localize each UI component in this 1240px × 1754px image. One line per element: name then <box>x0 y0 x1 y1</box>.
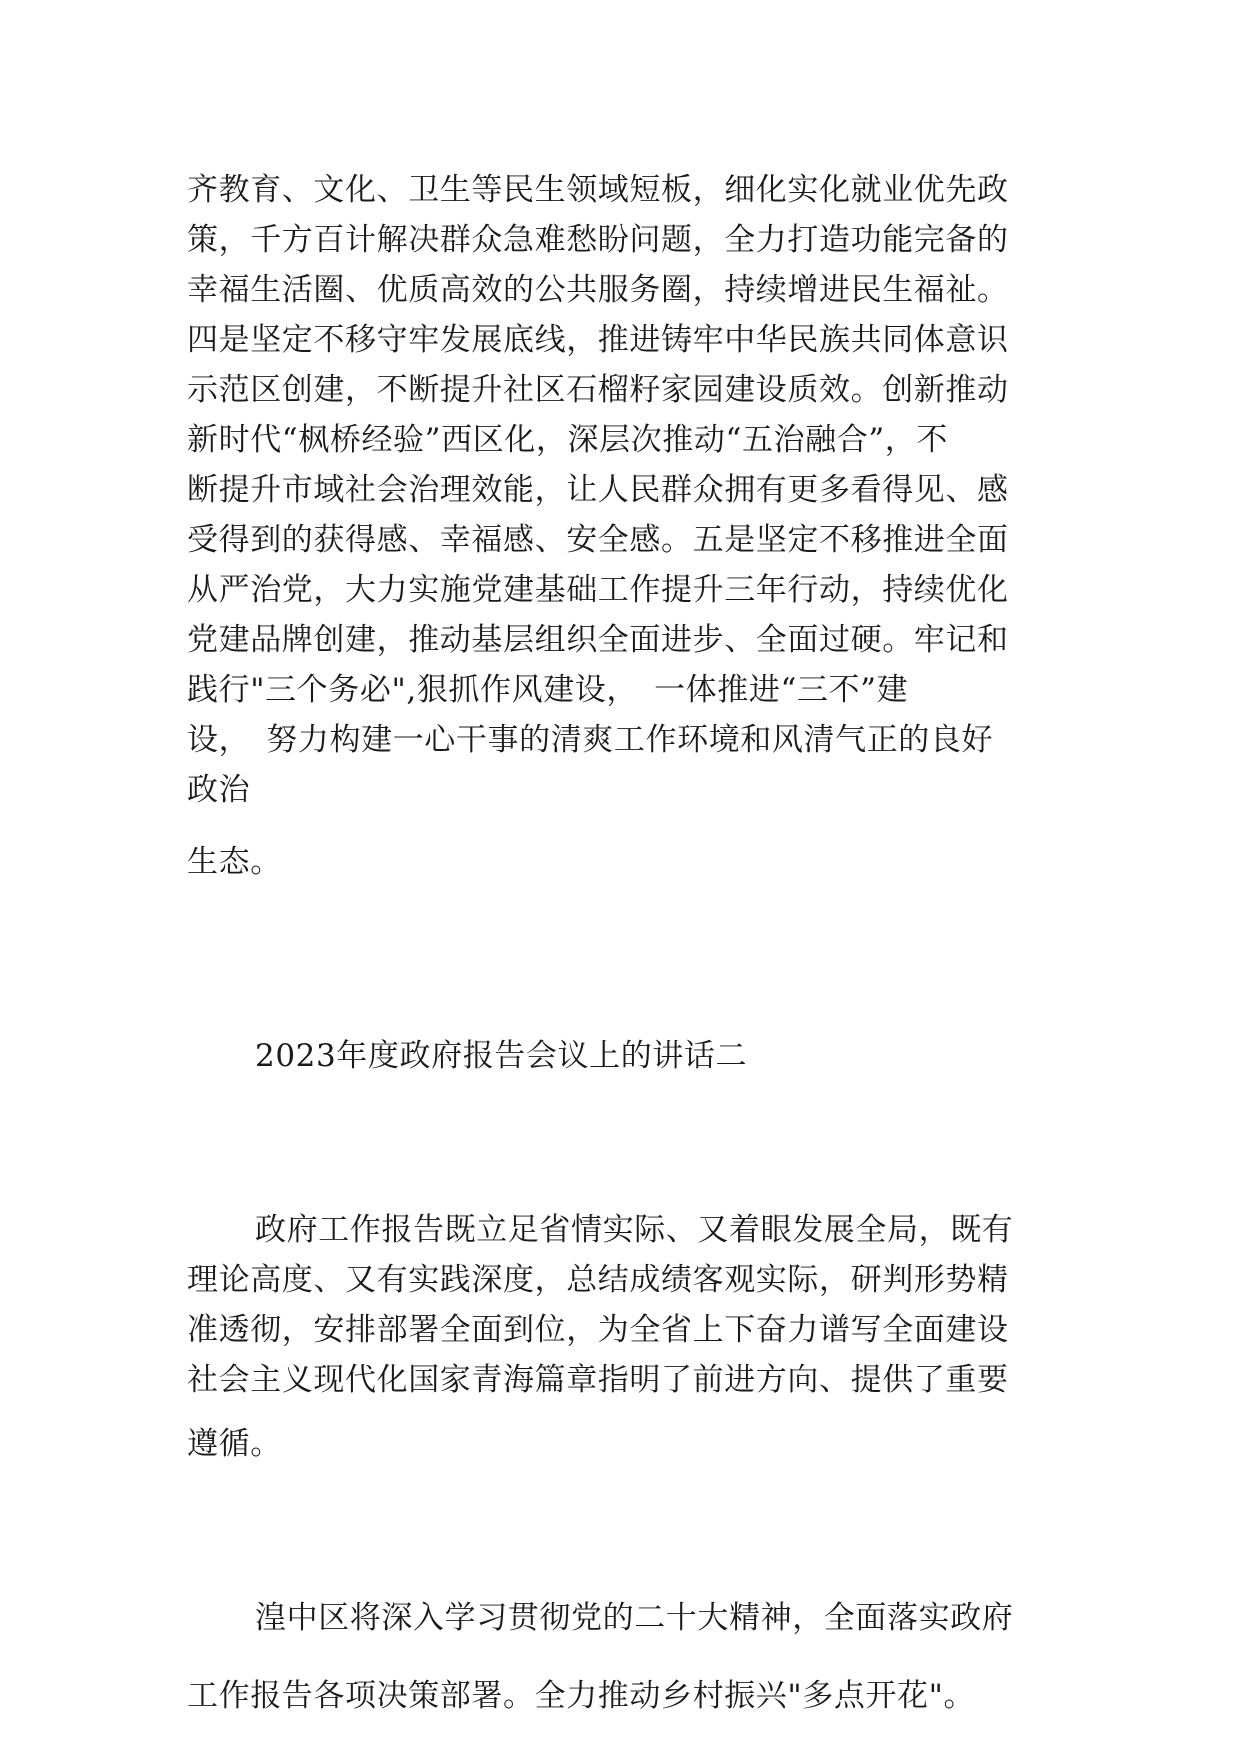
paragraph-line: 幸福生活圈、优质高效的公共服务圈，持续增进民生福祉。 <box>187 272 1009 308</box>
paragraph-line: 设， 努力构建一心干事的清爽工作环境和风清气正的良好 <box>187 722 994 758</box>
paragraph-line: 准透彻，安排部署全面到位，为全省上下奋力谱写全面建设 <box>187 1312 1009 1348</box>
paragraph-line: 从严治党，大力实施党建基础工作提升三年行动，持续优化 <box>187 572 1009 608</box>
paragraph-line: 受得到的获得感、幸福感、安全感。五是坚定不移推进全面 <box>187 522 1009 558</box>
paragraph-line: 示范区创建，不断提升社区石榴籽家园建设质效。创新推动 <box>187 372 1009 408</box>
paragraph-line: 社会主义现代化国家青海篇章指明了前进方向、提供了重要 <box>187 1362 1009 1398</box>
paragraph-line: 湟中区将深入学习贯彻党的二十大精神，全面落实政府 <box>255 1600 1014 1636</box>
paragraph-line: 党建品牌创建，推动基层组织全面进步、全面过硬。牢记和 <box>187 622 1009 658</box>
paragraph-line: 理论高度、又有实践深度，总结成绩客观实际，研判形势精 <box>187 1262 1009 1298</box>
paragraph-line: 工作报告各项决策部署。全力推动乡村振兴"多点开花"。 <box>187 1678 976 1714</box>
paragraph-line: 齐教育、文化、卫生等民生领域短板，细化实化就业优先政 <box>187 172 1009 208</box>
paragraph-tail: 生态。 <box>187 844 282 880</box>
paragraph-tail: 遵循。 <box>187 1426 282 1462</box>
section-title: 2023年度政府报告会议上的讲话二 <box>255 1038 748 1074</box>
paragraph-line: 新时代“枫桥经验”西区化，深层次推动“五治融合”，不 <box>187 422 948 458</box>
paragraph-line: 策，千方百计解决群众急难愁盼问题，全力打造功能完备的 <box>187 222 1009 258</box>
paragraph-line: 践行"三个务必",狠抓作风建设， 一体推进“三不”建 <box>187 672 909 708</box>
paragraph-line: 断提升市域社会治理效能，让人民群众拥有更多看得见、感 <box>187 472 1009 508</box>
paragraph-line: 四是坚定不移守牢发展底线，推进铸牢中华民族共同体意识 <box>187 322 1009 358</box>
paragraph-line: 政治 <box>187 772 251 808</box>
paragraph-line: 政府工作报告既立足省情实际、又着眼发展全局，既有 <box>255 1212 1014 1248</box>
